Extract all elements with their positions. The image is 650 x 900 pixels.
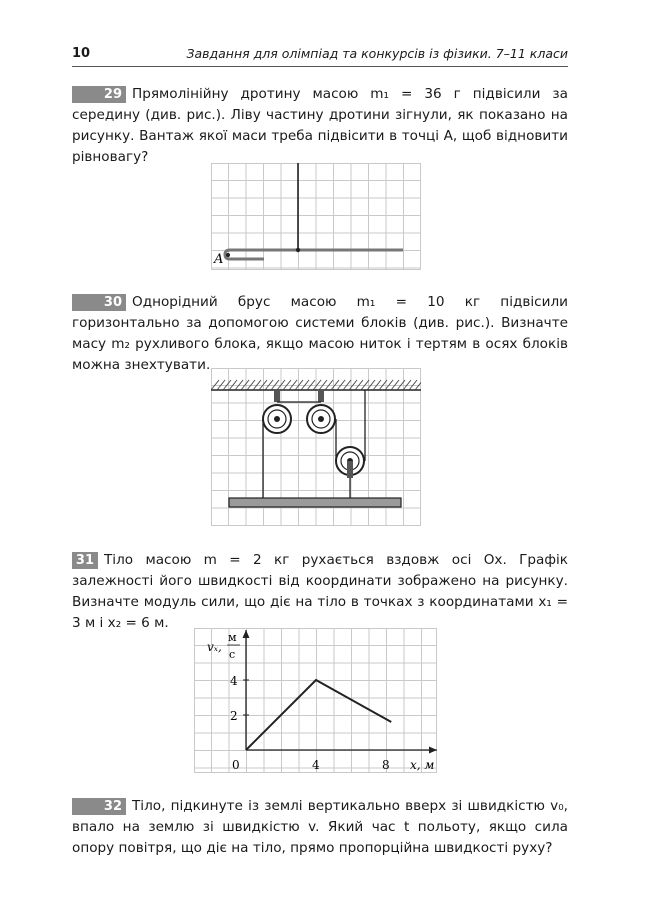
pulley-hanger-right	[318, 390, 324, 402]
y-axis-unit-den: с	[229, 648, 236, 661]
problem-31	[72, 550, 568, 634]
problem-text: Тіло масою m = 2 кг рухається вздовж осі Ox. Графік залежності його швидкості від координати зображено на рисунку. Визначте модуль сили, що діє на тіло в точках з координатами x₁ = 3 м і x₂ = 6 м.	[72, 552, 568, 631]
x-tick-label: 4	[312, 758, 320, 772]
running-title: Завдання для олімпіад та конкурсів із фізики. 7–11 класи	[186, 46, 568, 61]
pulley-hanger-left	[274, 390, 280, 402]
problem-32	[72, 796, 568, 859]
problem-text: Прямолінійну дротину масою m₁ = 36 г підвісили за середину (див. рис.). Ліву частину дротини зігнули, як показано на рисунку. Вантаж якої маси треба підвісити в точці A, щоб відновити рівновагу?	[72, 86, 568, 165]
point-a-marker	[226, 253, 230, 257]
problem-30	[72, 292, 568, 376]
x-axis-label: x, м	[410, 758, 435, 772]
problem-number-badge: 31	[72, 552, 98, 569]
page-number: 10	[72, 46, 91, 61]
problem-29	[72, 84, 568, 168]
x-tick-label: 8	[382, 758, 390, 772]
figure-velocity-chart	[194, 628, 444, 773]
pivot-point	[296, 248, 300, 252]
figure-wire	[211, 163, 421, 270]
problem-text: Тіло, підкинуте із землі вертикально вверх зі швидкістю v₀, впало на землю зі швидкістю v. Який час t польоту, якщо сила опору повітря, що діє на тіло, прямо пропорційна швидкості руху?	[72, 798, 568, 856]
origin-label: 0	[232, 758, 240, 772]
problem-number-badge: 32	[72, 798, 126, 815]
beam	[229, 498, 401, 507]
y-axis-symbol: vₓ,	[207, 640, 222, 654]
page-header	[72, 44, 568, 67]
problem-text: Однорідний брус масою m₁ = 10 кг підвісили горизонтально за допомогою системи блоків (див. рис.). Визначте масу m₂ рухливого блока, якщо масою ниток і тертям в осях блоків можна знехтувати.	[72, 294, 568, 373]
y-axis-unit-num: м	[228, 631, 237, 644]
problem-number-badge: 30	[72, 294, 126, 311]
point-a-label: A	[214, 252, 224, 267]
y-tick-label: 2	[230, 709, 238, 723]
figure-pulleys	[211, 368, 421, 526]
y-tick-label: 4	[230, 674, 238, 688]
movable-pulley-hook	[347, 461, 353, 478]
problem-number-badge: 29	[72, 86, 126, 103]
